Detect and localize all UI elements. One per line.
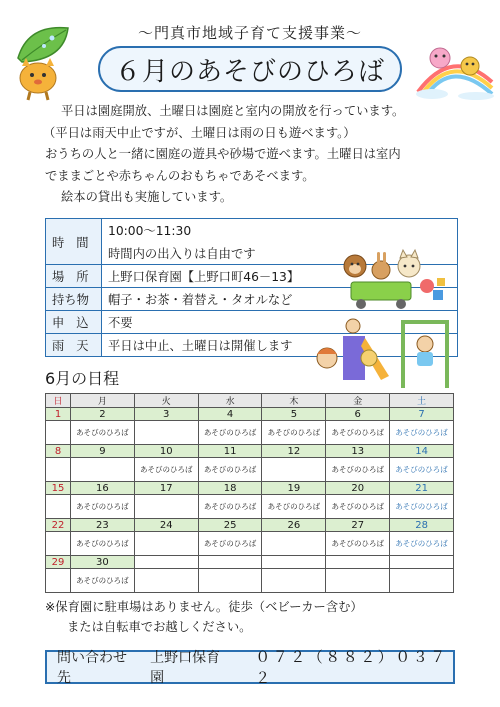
calendar-date-cell: 25 xyxy=(198,519,262,532)
intro-text xyxy=(45,101,475,209)
place-label: 場 所 xyxy=(46,265,102,288)
calendar-event-cell: あそびのひろば xyxy=(198,532,262,556)
calendar-date-row xyxy=(46,482,454,495)
items-label: 持ち物 xyxy=(46,288,102,311)
contact-phone[interactable]: ０７２（８８２）０３７２ xyxy=(255,648,448,687)
calendar-date-cell: 1 xyxy=(46,408,71,421)
rainbow-animals-illustration xyxy=(412,36,496,100)
calendar-date-cell: 26 xyxy=(262,519,326,532)
calendar-event-cell: あそびのひろば xyxy=(198,421,262,445)
calendar-date-cell: 9 xyxy=(71,445,135,458)
apply-label: 申 込 xyxy=(46,311,102,334)
info-row-time xyxy=(46,219,458,242)
calendar-date-cell: 28 xyxy=(390,519,454,532)
weekday-sat: 土 xyxy=(390,394,454,408)
weekday-thu: 木 xyxy=(262,394,326,408)
contact-box xyxy=(45,648,455,687)
calendar-date-cell: 24 xyxy=(134,519,198,532)
calendar-date-cell: 3 xyxy=(134,408,198,421)
calendar-event-cell xyxy=(134,421,198,445)
calendar-event-cell xyxy=(390,569,454,593)
calendar-date-cell xyxy=(326,556,390,569)
calendar-date-row xyxy=(46,445,454,458)
calendar-date-cell: 4 xyxy=(198,408,262,421)
calendar-event-cell: あそびのひろば xyxy=(71,421,135,445)
contact-name: 上野口保育園 xyxy=(150,650,221,686)
calendar-event-cell xyxy=(46,421,71,445)
calendar-event-cell: あそびのひろば xyxy=(326,532,390,556)
calendar-event-cell: あそびのひろば xyxy=(390,421,454,445)
calendar-date-cell: 30 xyxy=(71,556,135,569)
calendar-event-cell: あそびのひろば xyxy=(326,458,390,482)
calendar-event-cell xyxy=(46,458,71,482)
calendar-event-row xyxy=(46,458,454,482)
calendar-event-cell: あそびのひろば xyxy=(198,495,262,519)
calendar-event-cell xyxy=(262,532,326,556)
page-title: ６月のあそびのひろば xyxy=(98,46,402,92)
calendar-date-cell: 23 xyxy=(71,519,135,532)
calendar-date-row xyxy=(46,556,454,569)
calendar-event-cell xyxy=(134,569,198,593)
calendar-event-cell xyxy=(262,569,326,593)
contact-label: 問い合わせ先 xyxy=(57,650,127,686)
time-label: 時 間 xyxy=(46,219,102,265)
weekday-wed: 水 xyxy=(198,394,262,408)
weekday-sun: 日 xyxy=(46,394,71,408)
calendar-date-cell: 2 xyxy=(71,408,135,421)
calendar-date-cell xyxy=(390,556,454,569)
calendar-event-cell xyxy=(71,458,135,482)
calendar-event-row xyxy=(46,495,454,519)
items-value: 帽子・お茶・着替え・タオルなど xyxy=(102,288,458,311)
calendar-date-cell: 5 xyxy=(262,408,326,421)
calendar-event-cell xyxy=(198,569,262,593)
weekday-tue: 火 xyxy=(134,394,198,408)
rain-value: 平日は中止、土曜日は開催します xyxy=(102,334,458,357)
calendar-event-cell: あそびのひろば xyxy=(326,421,390,445)
calendar-weekday-row xyxy=(46,394,454,408)
calendar-event-cell xyxy=(46,532,71,556)
calendar-event-cell: あそびのひろば xyxy=(71,495,135,519)
calendar-event-cell: あそびのひろば xyxy=(198,458,262,482)
schedule-calendar xyxy=(45,393,454,593)
calendar-event-cell: あそびのひろば xyxy=(326,495,390,519)
time-value: 10:00～11:30 xyxy=(102,219,458,242)
calendar-date-cell: 18 xyxy=(198,482,262,495)
calendar-date-cell: 13 xyxy=(326,445,390,458)
parking-note xyxy=(45,597,363,637)
calendar-event-cell xyxy=(46,495,71,519)
intro-line: （平日は雨天中止ですが、土曜日は雨の日も遊べます。） xyxy=(43,125,356,140)
calendar-date-cell: 21 xyxy=(390,482,454,495)
calendar-date-cell: 10 xyxy=(134,445,198,458)
calendar-date-cell: 22 xyxy=(46,519,71,532)
calendar-event-cell xyxy=(326,569,390,593)
calendar-date-row xyxy=(46,519,454,532)
calendar-date-cell xyxy=(262,556,326,569)
calendar-date-cell: 20 xyxy=(326,482,390,495)
event-subtitle: ～門真市地域子育て支援事業～ xyxy=(137,24,362,42)
calendar-event-cell xyxy=(134,532,198,556)
intro-line: でままごとや赤ちゃんのおもちゃであそべます。 xyxy=(45,168,315,183)
calendar-event-cell: あそびのひろば xyxy=(390,532,454,556)
calendar-date-cell: 19 xyxy=(262,482,326,495)
calendar-event-cell xyxy=(262,458,326,482)
playground-children-illustration xyxy=(305,318,455,390)
calendar-date-cell: 27 xyxy=(326,519,390,532)
place-value: 上野口保育園【上野口町46－13】 xyxy=(102,265,458,288)
calendar-date-cell: 11 xyxy=(198,445,262,458)
intro-line: おうちの人と一緒に園庭の遊具や砂場で遊べます。土曜日は室内 xyxy=(45,147,401,161)
calendar-date-cell: 17 xyxy=(134,482,198,495)
calendar-event-cell: あそびのひろば xyxy=(71,569,135,593)
rain-label: 雨 天 xyxy=(46,334,102,357)
calendar-event-cell xyxy=(134,495,198,519)
intro-line: 平日は園庭開放、土曜日は園庭と室内の開放を行っています。 xyxy=(61,104,405,118)
weekday-fri: 金 xyxy=(326,394,390,408)
calendar-date-cell xyxy=(134,556,198,569)
calendar-date-row xyxy=(46,408,454,421)
note-line: ※保育園に駐車場はありません。徒歩（ベビーカー含む） xyxy=(45,600,363,614)
calendar-event-row xyxy=(46,569,454,593)
calendar-date-cell: 7 xyxy=(390,408,454,421)
calendar-event-cell xyxy=(46,569,71,593)
calendar-event-cell: あそびのひろば xyxy=(134,458,198,482)
animals-cart-illustration xyxy=(333,248,451,312)
calendar-date-cell: 16 xyxy=(71,482,135,495)
calendar-date-cell: 8 xyxy=(46,445,71,458)
schedule-title: 6月の日程 xyxy=(45,369,120,388)
calendar-event-cell: あそびのひろば xyxy=(71,532,135,556)
apply-value: 不要 xyxy=(102,311,458,334)
weekday-mon: 月 xyxy=(71,394,135,408)
calendar-event-row xyxy=(46,532,454,556)
note-line: または自転車でお越しください。 xyxy=(67,620,252,634)
calendar-event-cell: あそびのひろば xyxy=(390,458,454,482)
calendar-event-row xyxy=(46,421,454,445)
calendar-date-cell: 29 xyxy=(46,556,71,569)
calendar-event-cell: あそびのひろば xyxy=(262,495,326,519)
time-note: 時間内の出入りは自由です xyxy=(102,242,458,265)
calendar-date-cell: 12 xyxy=(262,445,326,458)
calendar-event-cell: あそびのひろば xyxy=(262,421,326,445)
calendar-date-cell: 6 xyxy=(326,408,390,421)
calendar-date-cell: 14 xyxy=(390,445,454,458)
intro-line: 絵本の貸出も実施しています。 xyxy=(61,190,233,204)
calendar-date-cell: 15 xyxy=(46,482,71,495)
calendar-event-cell: あそびのひろば xyxy=(390,495,454,519)
calendar-date-cell xyxy=(198,556,262,569)
